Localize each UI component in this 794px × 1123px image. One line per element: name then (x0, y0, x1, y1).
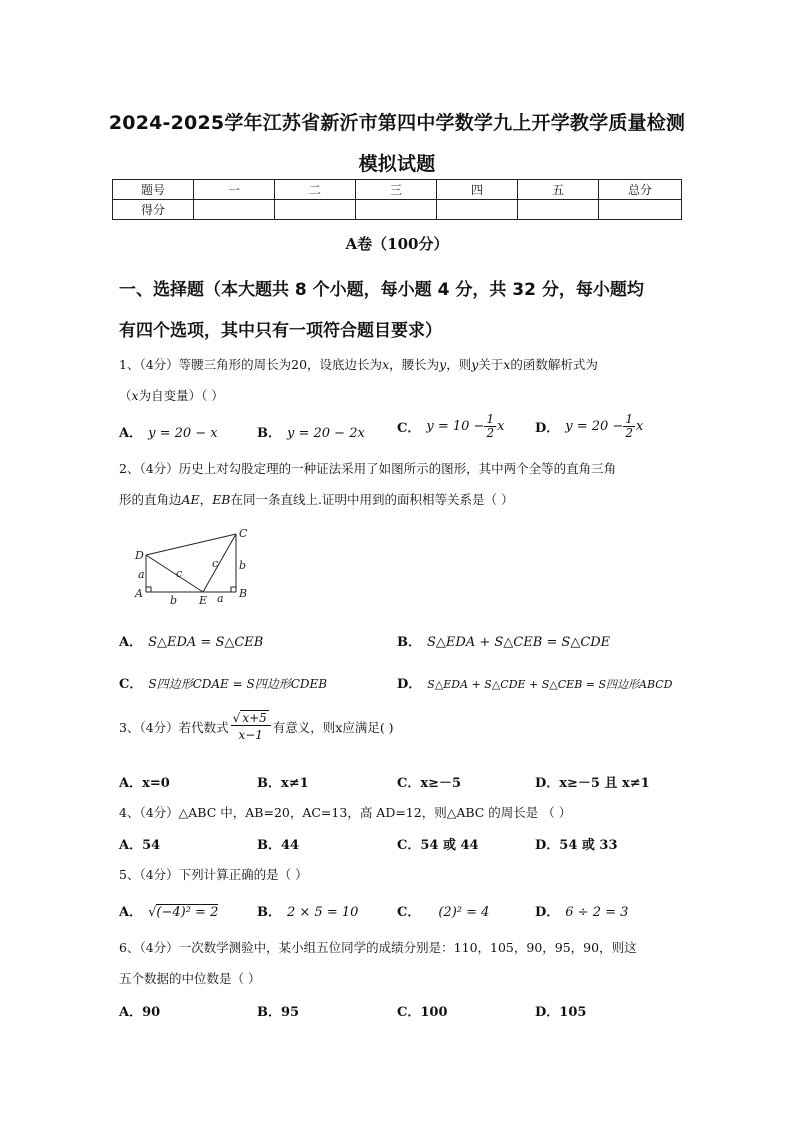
q1-var-x: x (503, 357, 511, 372)
fraction-numerator: 1 (486, 412, 495, 426)
option-letter: B． (257, 905, 281, 920)
label-side-b2: b (170, 594, 178, 605)
question-6-stem: 6、（4分）一次数学测验中，某小组五位同学的成绩分别是：110，105，90，95，90，则这 (119, 940, 637, 955)
question-2-stem: 2、（4分）历史上对勾股定理的一种证法采用了如图所示的图形，其中两个全等的直角三角 (119, 461, 617, 476)
q1-text: 1、（4分）等腰三角形的周长为20，设底边长为 (119, 357, 383, 372)
q6-option-b[interactable]: B．95 (257, 1005, 300, 1020)
q1-option-a[interactable] (119, 422, 218, 441)
option-expr: S△EDA + S△CEB = S△CDE (427, 635, 611, 650)
section-one-heading-line1: 一、选择题（本大题共 8 个小题，每小题 4 分，共 32 分，每小题均 (119, 280, 644, 300)
q1-text: 的函数解析式为 (510, 357, 598, 372)
fraction-denominator: x−1 (238, 728, 263, 742)
q1-option-b[interactable] (257, 422, 365, 441)
q2-text: 形的直角边 (119, 492, 182, 507)
label-c: C (239, 527, 248, 540)
score-header-cell: 总分 (599, 180, 682, 200)
option-letter: B． (257, 426, 281, 441)
score-header-cell: 二 (275, 180, 356, 200)
option-letter: D． (397, 677, 422, 692)
score-cell[interactable] (518, 200, 599, 220)
option-expr: y = 20 − 2x (287, 426, 365, 441)
pythagoras-figure (130, 525, 255, 605)
option-expr: S△EDA = S△CEB (148, 635, 264, 650)
section-one-heading-line2: 有四个选项，其中只有一项符合题目要求） (119, 321, 442, 341)
option-letter: C． (119, 677, 143, 692)
q3-text: 3、（4分）若代数式 (119, 720, 229, 735)
score-cell[interactable] (599, 200, 682, 220)
edge-dc (146, 534, 236, 555)
right-angle-b (231, 587, 236, 592)
fraction-denominator: 2 (486, 426, 495, 440)
option-var: x (497, 419, 505, 434)
score-header-cell: 一 (194, 180, 275, 200)
label-side-c: c (176, 567, 183, 580)
option-var: x (636, 419, 644, 434)
q1-option-d[interactable] (535, 413, 643, 440)
option-expr: (2)² = 4 (438, 905, 490, 920)
q2-text: 在同一条直线上.证明中用到的面积相等关系是（ ） (230, 492, 514, 507)
edge-ec (203, 534, 236, 592)
option-expr: (−4)² = 2 (156, 905, 219, 920)
q1-text: ，腰长为 (389, 357, 440, 372)
score-header-cell: 五 (518, 180, 599, 200)
q4-option-a[interactable]: A．54 (119, 838, 161, 853)
radical-fraction (231, 712, 271, 742)
exam-title-line1: 2024-2025学年江苏省新沂市第四中学数学九上开学教学质量检测 (108, 112, 686, 134)
option-expr: y = 20 − x (148, 426, 218, 441)
question-6-stem-line2: 五个数据的中位数是（ ） (119, 971, 261, 986)
question-3-stem (119, 712, 684, 742)
q1-var-y: y (471, 357, 479, 372)
q5-option-b[interactable] (257, 901, 358, 920)
q3-option-b[interactable]: B．x≠1 (257, 776, 309, 791)
label-side-c2: c (212, 557, 219, 570)
score-cell[interactable] (437, 200, 518, 220)
right-angle-a (146, 587, 151, 592)
option-expr: S△EDA + S△CDE + S△CEB = S四边形ABCD (427, 678, 673, 691)
question-2-stem-line2 (119, 490, 684, 508)
question-4-stem: 4、（4分）△ABC 中，AB=20，AC=13，高 AD=12，则△ABC 的周长是 （ ） (119, 805, 572, 820)
score-cell[interactable] (194, 200, 275, 220)
label-side-a: a (138, 568, 145, 581)
q4-option-c[interactable]: C．54 或 44 (397, 838, 479, 853)
option-letter: A． (119, 426, 143, 441)
section-a-heading: A卷（100分） (345, 235, 449, 253)
q1-text: 为自变量）（ ） (138, 388, 224, 403)
q2-option-d[interactable] (397, 673, 673, 692)
label-e: E (199, 594, 208, 605)
fraction (623, 413, 635, 440)
q5-option-a[interactable]: A． √(−4)² = 2 (119, 905, 219, 920)
score-cell[interactable] (356, 200, 437, 220)
option-letter: C． (397, 905, 421, 920)
q1-option-c[interactable] (397, 413, 504, 440)
label-d: D (135, 549, 144, 562)
option-letter: B． (397, 635, 421, 650)
option-letter: D． (535, 905, 560, 920)
fraction-numerator: √ x+5 (231, 712, 271, 726)
q1-var-x: x (131, 388, 139, 403)
q5-option-d[interactable] (535, 901, 628, 920)
q6-option-d[interactable]: D．105 (535, 1005, 587, 1020)
q3-option-c[interactable]: C．x≥－5 (397, 776, 462, 791)
q3-option-a[interactable]: A．x=0 (119, 776, 170, 791)
q1-text: ，则 (446, 357, 472, 372)
edge-de (146, 555, 203, 592)
q1-var-y: y (439, 357, 447, 372)
exam-title-line2: 模拟试题 (358, 153, 436, 175)
score-cell[interactable] (275, 200, 356, 220)
fraction-numerator: 1 (625, 412, 633, 426)
label-a: A (135, 587, 143, 600)
q1-var-x: x (382, 357, 390, 372)
q2-option-b[interactable] (397, 631, 610, 650)
score-header-cell: 四 (437, 180, 518, 200)
label-side-a2: a (217, 592, 224, 605)
radicand: x+5 (242, 711, 267, 725)
question-5-stem: 5、（4分）下列计算正确的是（ ） (119, 867, 308, 882)
option-letter: A． (119, 635, 143, 650)
option-expr: y = 10 − (426, 419, 485, 434)
q2-segment-ae: AE (181, 492, 200, 507)
score-row-label: 得分 (113, 200, 194, 220)
score-table-header-row (113, 180, 682, 200)
q4-option-d[interactable]: D．54 或 33 (535, 838, 618, 853)
fraction-denominator: 2 (625, 426, 633, 440)
q2-text: ， (199, 492, 213, 507)
q3-option-d[interactable]: D．x≥－5 且 x≠1 (535, 776, 650, 791)
q2-option-c[interactable] (119, 673, 327, 692)
q1-text: 关于 (478, 357, 504, 372)
score-table-score-row (113, 200, 682, 220)
q2-segment-eb: EB (212, 492, 231, 507)
option-letter: D． (535, 421, 560, 436)
question-1-stem (119, 355, 684, 373)
q2-option-a[interactable] (119, 631, 263, 650)
question-1-stem-line2 (119, 386, 684, 404)
score-header-cell: 题号 (113, 180, 194, 200)
option-letter: A． (119, 905, 143, 920)
score-table (112, 179, 682, 220)
option-letter: C． (397, 421, 421, 436)
option-expr: y = 20 − (565, 419, 624, 434)
option-expr: 6 ÷ 2 = 3 (565, 905, 629, 920)
q3-text: 有意义，则x应满足( ) (272, 720, 394, 735)
q5-option-c[interactable] (397, 901, 489, 920)
q6-option-c[interactable]: C．100 (397, 1005, 448, 1020)
q4-option-b[interactable]: B．44 (257, 838, 300, 853)
option-expr: 2 × 5 = 10 (287, 905, 359, 920)
label-side-b: b (239, 559, 247, 572)
q6-option-a[interactable]: A．90 (119, 1005, 161, 1020)
label-b: B (239, 587, 248, 600)
q1-text: （ (119, 388, 132, 403)
option-expr: S四边形CDAE = S四边形CDEB (148, 677, 328, 691)
fraction (484, 413, 496, 440)
score-header-cell: 三 (356, 180, 437, 200)
